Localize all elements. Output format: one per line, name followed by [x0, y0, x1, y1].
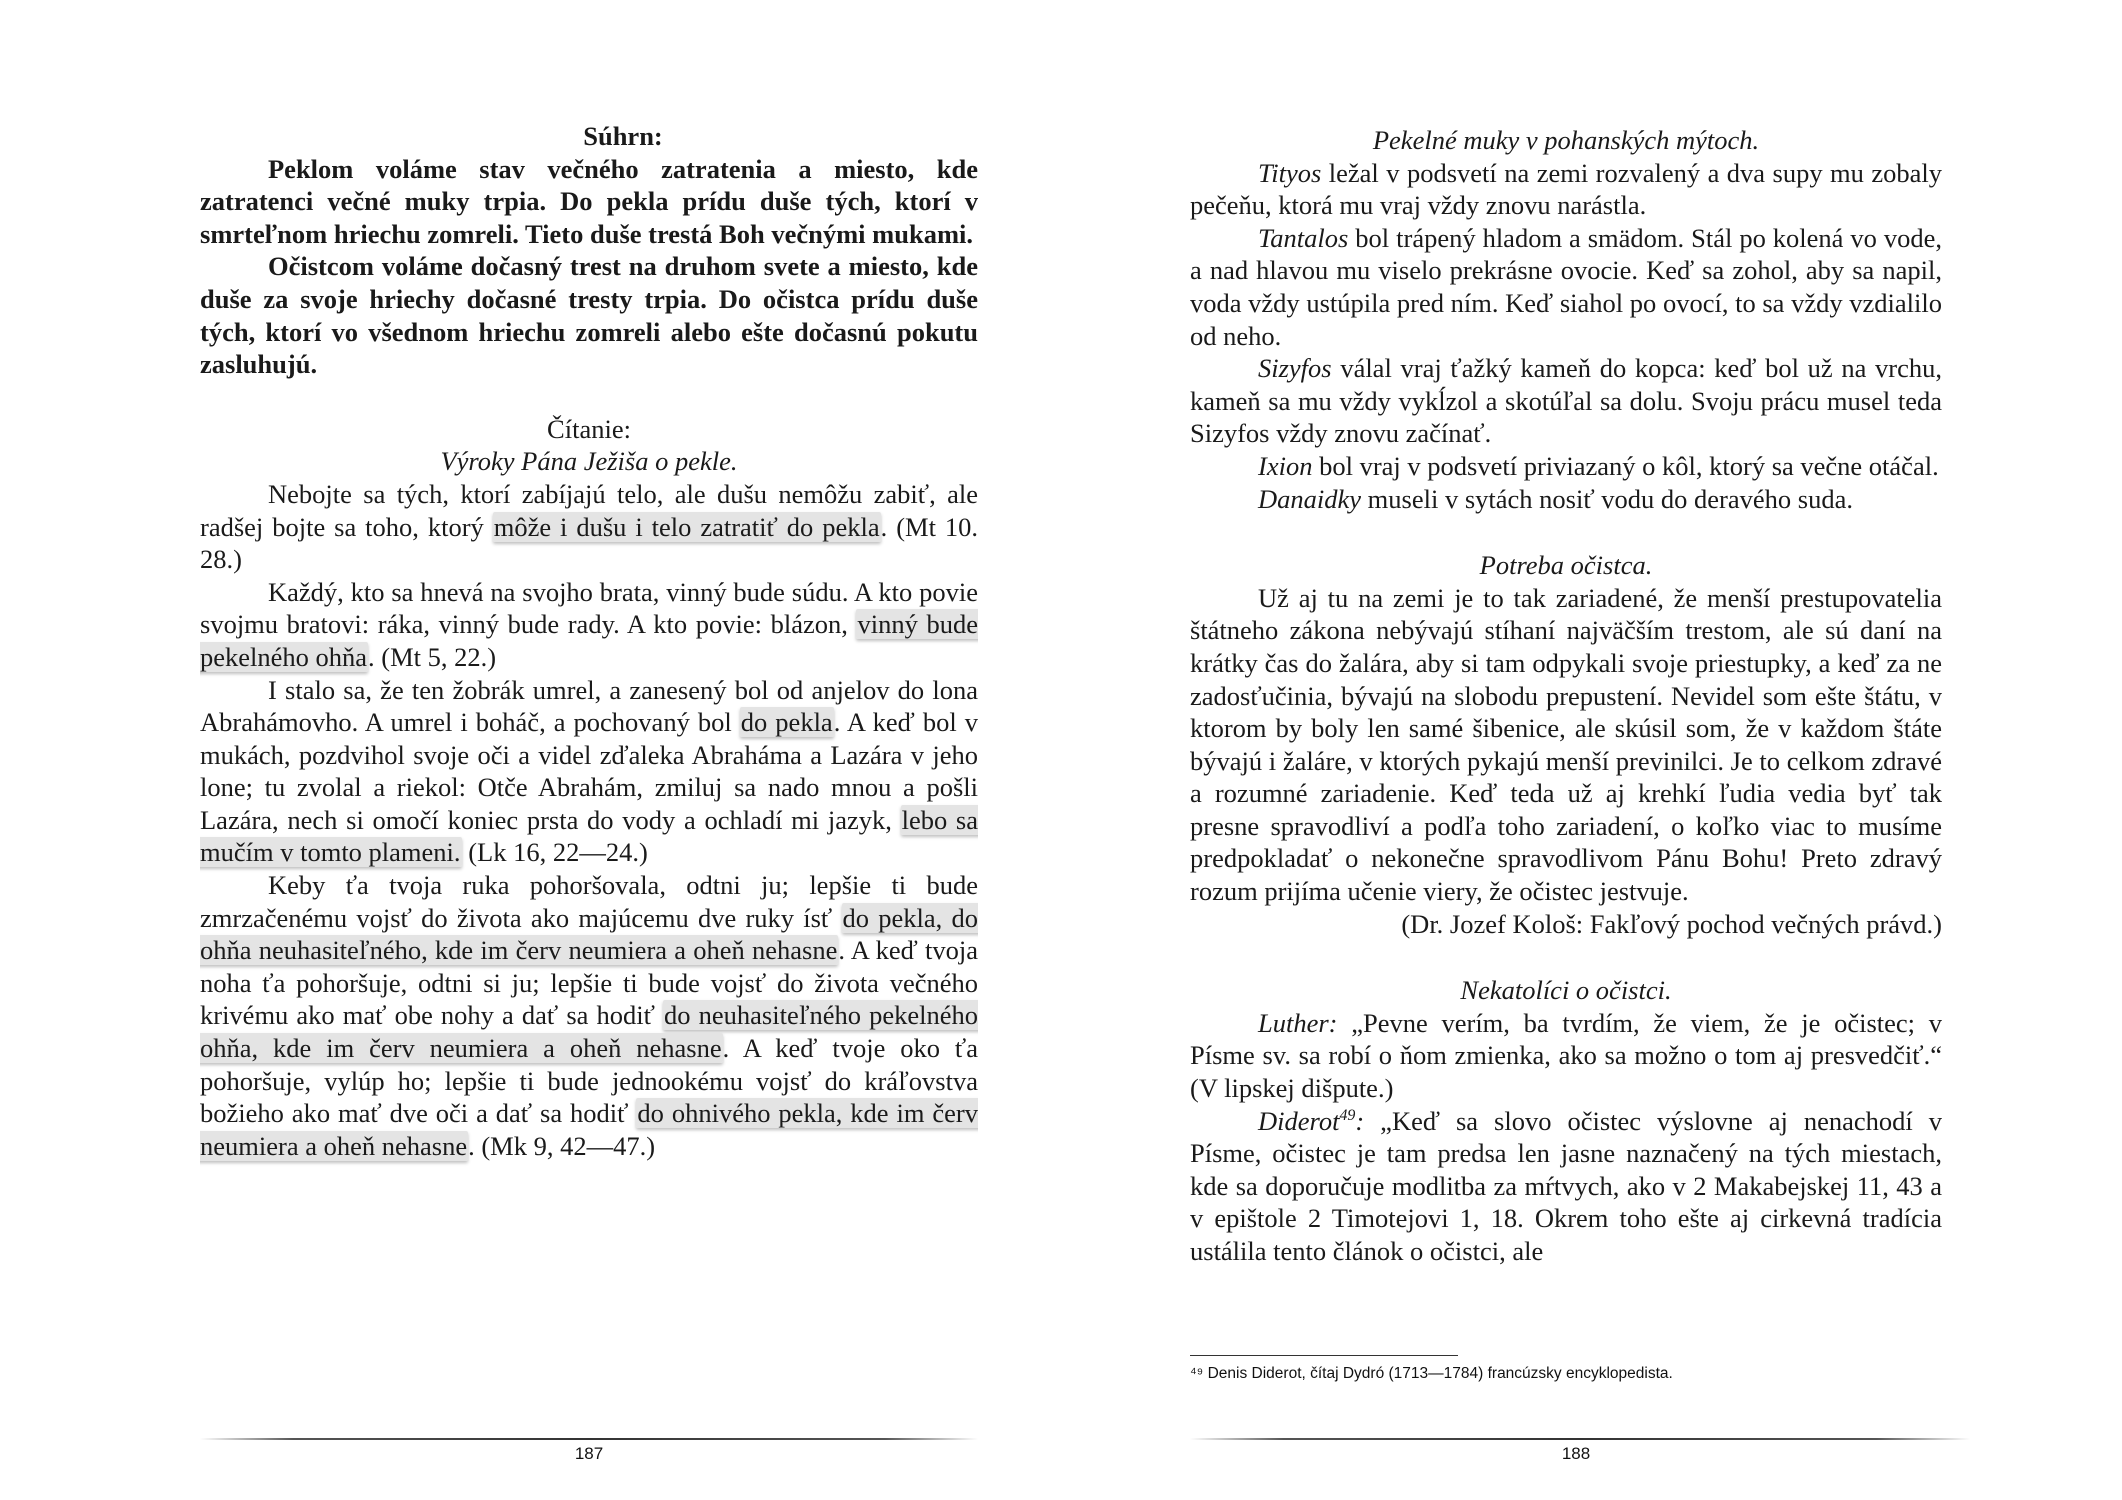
reading-paragraph — [200, 576, 978, 674]
text-run: ležal v podsvetí na zemi rozvalený a dva supy mu zobaly pečeňu, ktorá mu vraj vždy znovu narástla. — [1190, 157, 1942, 221]
text-run: bol vraj v podsvetí priviazaný o kôl, ktorý sa večne otáčal. — [1312, 450, 1939, 481]
reading-paragraph — [200, 674, 978, 870]
highlighted-text: môže i dušu i telo zatratiť do pekla — [493, 511, 880, 542]
footer-rule — [1190, 1438, 1970, 1440]
myth-paragraph — [1190, 483, 1942, 516]
text-run: „Keď sa slovo očistec výslovne aj nenachodí v Písme, očistec je tam predsa len jasne naznačený na tých miestach, kde sa doporučuje modlitba za mŕtvych, ako v 2 Makabejskej 11, 43 a v epištole 2 Timotejovi 1, 18. Okrem toho ešte aj cirkevná tradícia ustálila tento článok o očistci, ale — [1190, 1105, 1942, 1266]
myth-name: Ixion — [1258, 450, 1313, 481]
highlighted-text: do neuhasiteľného pekelného ohňa, kde im červ neumiera a oheň nehasne — [200, 1000, 978, 1064]
right-page — [1190, 0, 1942, 1500]
footnote-rule — [1190, 1355, 1458, 1356]
highlighted-text: do ohnivého pekla, kde im červ neumiera a oheň nehasne — [200, 1098, 978, 1161]
noncatholics-heading: Nekatolíci o očistci. — [1460, 975, 1672, 1006]
highlighted-text: vinný bude pekelného ohňa — [200, 609, 978, 672]
text-run: . (Mt 5, 22.) — [368, 641, 497, 672]
summary-heading: Súhrn: — [583, 121, 663, 151]
text-run: . A keď tvoja noha ťa pohoršuje, odtni si ju; lepšie ti bude vojsť do života večného krivému ako mať obe nohy a dať sa hodiť — [200, 935, 978, 1031]
text-run: . A keď bol v mukách, pozdvihol svoje oči a videl zďaleka Abraháma a Lazára v jeho lone; tu zvolal a riekol: Otče Abrahám, zmiluj sa nado mnou a pošli Lazára, nech si omočí koniec prsta do vody a ochladí mi jazyk, — [200, 707, 978, 835]
text-run: bol trápený hladom a smädom. Stál po kolená vo vode, a nad hlavou mu viselo prekrásne ovocie. Keď sa zohol, aby sa napil, voda vždy ustúpila pred ním. Keď siahol po ovocí, to sa vždy vzdialilo od neho. — [1190, 222, 1942, 351]
text-run: (Lk 16, 22—24.) — [461, 837, 648, 868]
text-run: válal vraj ťažký kameň do kopca: keď bol už na vrchu, kameň sa mu vždy vykĺzol a skotúľal sa dolu. Svoju prácu musel teda Sizyfos vždy znovu začínať. — [1190, 353, 1942, 449]
text-run: Každý, kto sa hnevá na svojho brata, vinný bude súdu. A kto povie svojmu bratovi: ráka, vinný bude rady. A kto povie: blázon, — [200, 576, 978, 640]
need-paragraph: Už aj tu na zemi je to tak zariadené, že menší prestupovatelia štátneho zákona nebývajú stíhaní najväčším trestom, ale sú daní na krátky čas do žalára, aby si tam odpykali svoje priestupky, a keď za ne zadosťučinia, bývajú na slobodu prepustení. Nevidel som ešte štátu, v ktorom by boly len samé šibenice, ale skúsil som, že v každom štáte bývajú i žaláre, v ktorých pykajú menší previnilci. Je to celkom zdravé a rozumné zariadenie. Keď teda už aj krehkí ľudia vedia byť tak presne spravodliví a podľa toho zariadení, o koľko viac to musíme predpokladať o nekonečne spravodlivom Pánu Bohu! Preto zdravý rozum prijíma učenie viery, že očistec jestvuje. — [1190, 582, 1942, 907]
myth-name: Sizyfos — [1258, 353, 1332, 384]
myths-heading: Pekelné muky v pohanských mýtoch. — [1372, 125, 1760, 155]
text-run: . (Mt 10. 28.) — [200, 511, 979, 575]
page-number: 187 — [574, 1444, 604, 1463]
text-run: „Pevne verím, ba tvrdím, že viem, že je očistec; v Písme sv. sa robí o ňom zmienka, ako sa možno o tom aj presvedčiť.“ (V lipskej dišpute.) — [1190, 1007, 1942, 1104]
right-page-text — [1190, 124, 1942, 1268]
page-number: 188 — [1561, 1444, 1591, 1463]
text-run: Keby ťa tvoja ruka pohoršovala, odtni ju; lepšie ti bude zmrzačenému vojsť do života ako majúcemu dve ruky ísť — [200, 870, 978, 933]
need-heading: Potreba očistca. — [1479, 550, 1653, 581]
myth-paragraph — [1190, 450, 1942, 483]
luther-paragraph — [1190, 1007, 1942, 1105]
left-page — [200, 0, 978, 1500]
footer-rule — [200, 1438, 978, 1440]
need-source: (Dr. Jozef Kološ: Fakľový pochod večných právd.) — [1401, 908, 1942, 939]
left-page-text — [200, 120, 978, 1162]
reading-subheading: Výroky Pána Ježiša o pekle. — [440, 446, 738, 477]
text-run: . A keď tvoje oko ťa pohoršuje, vylúp ho; lepšie ti bude jednookému vojsť do kráľovstva božieho ako mať dve oči a dať sa hodiť — [200, 1033, 978, 1129]
reading-paragraph — [200, 478, 978, 576]
summary-paragraph-hell: Peklom voláme stav večného zatratenia a miesto, kde zatratenci večné muky trpia. Do pekla prídu duše tých, ktorí v smrteľnom hriechu zomreli. Tieto duše trestá Boh večnými mukami. — [200, 153, 978, 249]
myth-paragraph — [1190, 157, 1942, 222]
text-run: . (Mk 9, 42—47.) — [468, 1130, 656, 1161]
footnote-ref: 49 — [1339, 1106, 1356, 1124]
highlighted-text: do pekla, do ohňa neuhasiteľného, kde im červ neumiera a oheň nehasne — [200, 902, 978, 966]
reading-heading: Čítanie: — [547, 413, 631, 444]
colon: : — [1355, 1105, 1365, 1136]
author-name: Diderot — [1258, 1105, 1340, 1136]
myth-name: Tantalos — [1258, 222, 1349, 253]
myth-paragraph — [1190, 222, 1942, 352]
text-run: Nebojte sa tých, ktorí zabíjajú telo, ale dušu nemôžu zabiť, ale radšej bojte sa toho, ktorý — [200, 478, 978, 542]
highlighted-text: do pekla — [740, 707, 833, 738]
reading-paragraph — [200, 869, 978, 1162]
author-name: Luther: — [1258, 1007, 1338, 1038]
myth-name: Danaidky — [1258, 483, 1362, 514]
diderot-paragraph — [1190, 1105, 1942, 1268]
text-run: I stalo sa, že ten žobrák umrel, a zanesený bol od anjelov do lona Abrahámovho. A umrel i boháč, a pochovaný bol — [200, 674, 978, 738]
myth-name: Tityos — [1258, 157, 1322, 188]
summary-paragraph-purgatory: Očistcom voláme dočasný trest na druhom svete a miesto, kde duše za svoje hriechy dočasné tresty trpia. Do očistca prídu duše tých, ktorí vo všednom hriechu zomreli alebo ešte dočasnú pokutu zasluhujú. — [200, 251, 978, 380]
footnote: ⁴⁹ Denis Diderot, čítaj Dydró (1713—1784) francúzsky encyklopedista. — [1190, 1365, 1673, 1382]
text-run: museli v sytách nosiť vodu do deravého suda. — [1361, 483, 1853, 514]
myth-paragraph — [1190, 352, 1942, 450]
highlighted-text: lebo sa mučím v tomto plameni. — [200, 804, 978, 868]
